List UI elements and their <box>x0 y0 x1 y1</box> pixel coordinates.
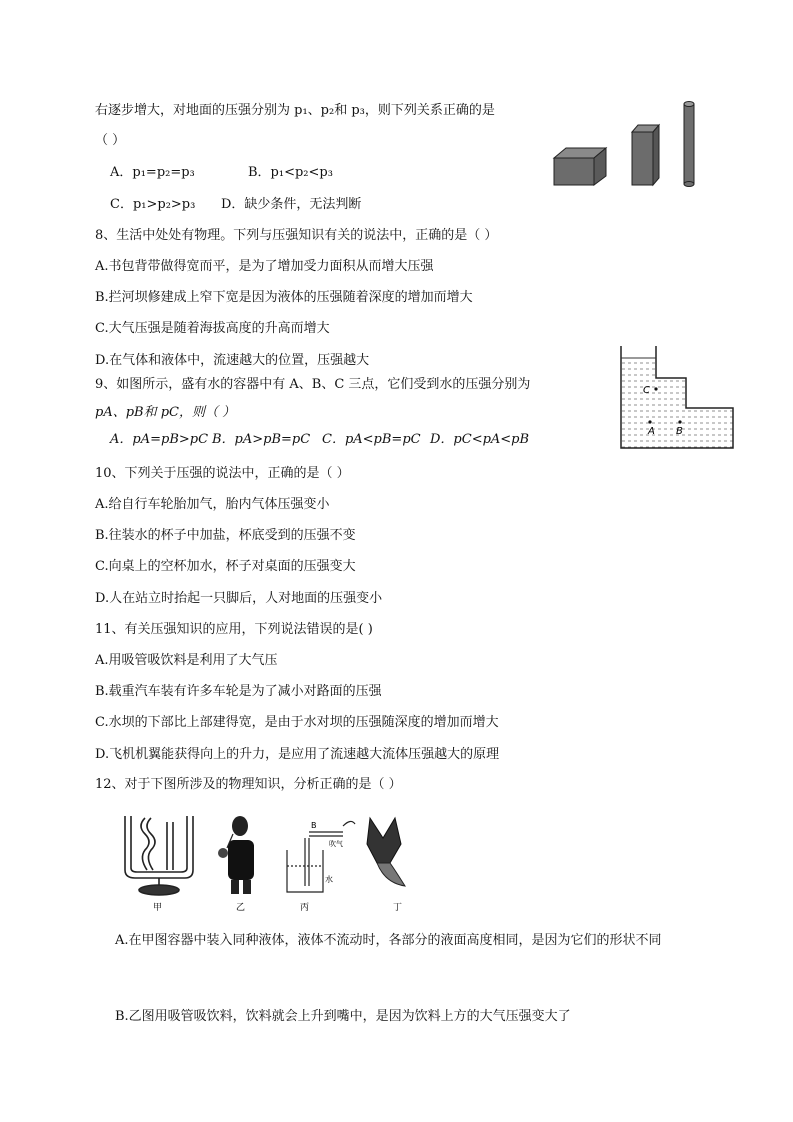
q8-stem: 8、生活中处处有物理。下列与压强知识有关的说法中，正确的是（ ） <box>95 228 498 243</box>
figure-bing-beaker-tube <box>287 821 355 892</box>
figure-ding-blowing-paper <box>367 818 405 886</box>
q9-stem-line2: pA、pB和 pC，则（ ） <box>95 405 236 420</box>
q9-option-c: C．pA<pB=pC <box>322 432 421 447</box>
figure-label-jia: 甲 <box>153 903 163 912</box>
q7-blocks-figure <box>552 96 704 190</box>
figure-yi-child-drinking <box>218 816 254 894</box>
q10-option-a: A.给自行车轮胎加气，胎内气体压强变小 <box>95 497 330 512</box>
q11-option-d: D.飞机机翼能获得向上的升力，是应用了流速越大流体压强越大的原理 <box>95 747 500 762</box>
q11-option-c: C.水坝的下部比上部建得宽，是由于水对坝的压强随深度的增加而增大 <box>95 715 499 730</box>
q11-stem: 11、有关压强知识的应用，下列说法错误的是( ) <box>95 622 373 637</box>
q9-stem-line1: 9、如图所示，盛有水的容器中有 A、B、C 三点，它们受到水的压强分别为 <box>95 377 531 392</box>
q8-option-a: A.书包背带做得宽而平，是为了增加受力面积从而增大压强 <box>95 259 434 274</box>
q9-option-a: A．pA=pB>pC <box>110 432 209 447</box>
figure-jia-connected-vessels <box>125 816 193 895</box>
cylinder-block <box>684 102 694 187</box>
q7-option-a: A．p₁=p₂=p₃ <box>110 165 195 180</box>
q9-option-d: D．pC<pA<pB <box>430 432 530 447</box>
q7-option-c: C．p₁>p₂>p₃ <box>110 197 196 212</box>
q12-option-b: B.乙图用吸管吸饮料，饮料就会上升到嘴中，是因为饮料上方的大气压强变大了 <box>115 1009 571 1024</box>
q10-option-c: C.向桌上的空杯加水，杯子对桌面的压强变大 <box>95 559 356 574</box>
figure-bing-water-label: 水 <box>325 875 333 884</box>
tall-block <box>632 125 659 185</box>
q7-stem-line1: 右逐步增大，对地面的压强分别为 p₁、p₂和 p₃，则下列关系正确的是 <box>95 103 495 118</box>
q10-option-d: D.人在站立时抬起一只脚后，人对地面的压强变小 <box>95 591 383 606</box>
q11-option-a: A.用吸管吸饮料是利用了大气压 <box>95 653 278 668</box>
q12-option-a: A.在甲图容器中装入同种液体，液体不流动时，各部分的液面高度相同，是因为它们的形状不同 <box>115 933 662 948</box>
wide-block <box>554 148 606 185</box>
q7-option-d: D．缺少条件，无法判断 <box>221 197 362 212</box>
figure-label-ding: 丁 <box>393 903 403 912</box>
q7-option-b: B．p₁<p₂<p₃ <box>248 165 333 180</box>
q12-figures <box>115 808 425 912</box>
point-c-label: C <box>643 385 650 396</box>
q12-stem: 12、对于下图所涉及的物理知识，分析正确的是（ ） <box>95 777 402 792</box>
q8-option-c: C.大气压强是随着海拔高度的升高而增大 <box>95 321 330 336</box>
q8-option-d: D.在气体和液体中，流速越大的位置，压强越大 <box>95 353 370 368</box>
q10-stem: 10、下列关于压强的说法中，正确的是（ ） <box>95 466 350 481</box>
figure-label-bing: 丙 <box>300 903 310 912</box>
figure-label-yi: 乙 <box>236 903 246 912</box>
q10-option-b: B.往装水的杯子中加盐，杯底受到的压强不变 <box>95 528 356 543</box>
point-b-label: B <box>676 426 683 437</box>
q9-container-figure <box>616 342 738 452</box>
q11-option-b: B.载重汽车装有许多车轮是为了减小对路面的压强 <box>95 684 382 699</box>
q8-option-b: B.拦河坝修建成上窄下宽是因为液体的压强随着深度的增加而增大 <box>95 290 473 305</box>
q7-answer-blank: （ ） <box>95 133 126 148</box>
q9-option-b: B．pA>pB=pC <box>212 432 311 447</box>
point-a-label: A <box>648 426 655 437</box>
figure-bing-tube-label: B <box>311 821 317 830</box>
figure-bing-air-label: 吹气 <box>329 840 343 848</box>
